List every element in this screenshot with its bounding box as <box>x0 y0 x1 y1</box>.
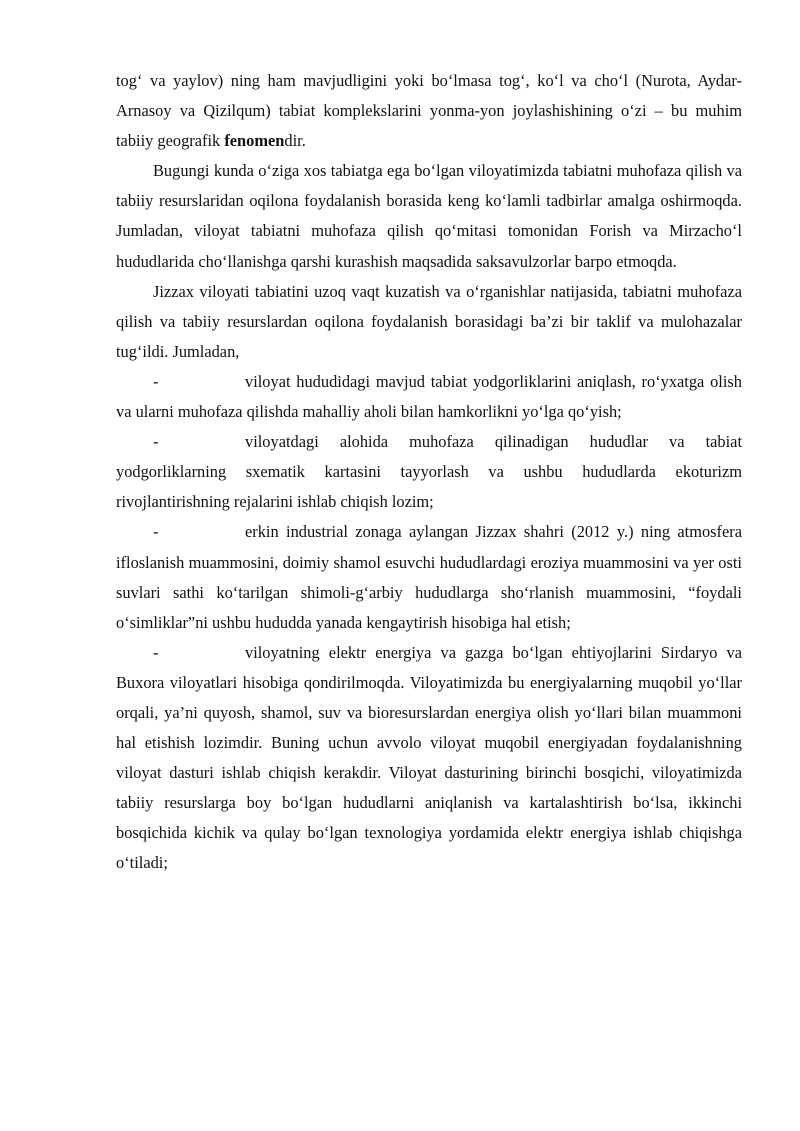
paragraph-intro <box>116 66 742 156</box>
list-item-text: erkin industrial zonaga aylangan Jizzax shahri (2012 y.) ning atmosfera ifloslanish muammosini, doimiy shamol esuvchi hududlardagi eroziya muammosini va yer osti suvlari sathi ko‘tarilgan shimoli-g‘arbiy hududlarga sho‘rlanish muammosini, “foydali o‘simliklar”ni ushbu hududda yanada kengaytirish hisobiga hal etish; <box>116 522 742 632</box>
list-dash: - <box>153 432 159 452</box>
paragraph-proposals: Jizzax viloyati tabiatini uzoq vaqt kuzatish va o‘rganishlar natijasida, tabiatni muhofaza qilish va tabiiy resurslardan oqilona foydalanish borasidagi ba’zi bir taklif va mulohazalar tug‘ildi. Jumladan, <box>116 281 742 361</box>
list-item-text: viloyatning elektr energiya va gazga bo‘lgan ehtiyojlarini Sirdaryo va Buxora viloyatlari hisobiga qondirilmoqda. Viloyatimizda bu energiyalarning muqobil yo‘llar orqali, ya’ni quyosh, shamol, suv va bioresurslardan energiya olish yo‘llari bilan muammoni hal etishish lozimdir. Buning uchun avvolo viloyat muqobil energiyadan foydalanishning viloyat dasturi ishlab chiqish kerakdir. Viloyat dasturining birinchi bosqichi, viloyatimizda tabiiy resurslarga boy bo‘lgan hududlarni aniqlanish va kartalashtirish bo‘lsa, ikkinchi bosqichida kichik va qulay bo‘lgan texnologiya yordamida elektr energiya ishlab chiqishga o‘tiladi; <box>116 642 742 873</box>
list-item-text: viloyatdagi alohida muhofaza qilinadigan hududlar va tabiat yodgorliklarning sxematik kartasini tayyorlash va ushbu hududlarda ekoturizm rivojlantirishning rejalarini ishlab chiqish lozim; <box>116 432 742 512</box>
document-page <box>116 66 742 879</box>
paragraph-intro-text: tog‘ va yaylov) ning ham mavjudligini yoki bo‘lmasa tog‘, ko‘l va cho‘l (Nurota, Aydar-Arnasoy va Qizilqum) tabiat komplekslarini yonma-yon joylashishining o‘zi – bu muhim tabiiy geografik <box>116 71 742 151</box>
list-dash: - <box>153 522 159 542</box>
paragraph-intro-suffix: dir. <box>284 131 306 151</box>
bold-term: fenomen <box>224 131 285 151</box>
paragraph-nature-protection: Bugungi kunda o‘ziga xos tabiatga ega bo‘lgan viloyatimizda tabiatni muhofaza qilish va tabiiy resurslaridan oqilona foydalanish borasida keng ko‘lamli tadbirlar amalga oshirmoqda. Jumladan, viloyat tabiatni muhofaza qilish qo‘mitasi tomonidan Forish va Mirzacho‘l hududlarida cho‘llanishga qarshi kurashish maqsadida saksavulzorlar barpo etmoqda. <box>116 161 742 271</box>
list-item-text: viloyat hududidagi mavjud tabiat yodgorliklarini aniqlash, ro‘yxatga olish va ularni muhofaza qilishda mahalliy aholi bilan hamkorlikni yo‘lga qo‘yish; <box>116 371 742 422</box>
list-item <box>116 367 742 427</box>
list-dash: - <box>153 642 159 662</box>
list-item <box>116 427 742 517</box>
list-item <box>116 638 742 879</box>
list-item <box>116 517 742 637</box>
list-dash: - <box>153 371 159 391</box>
